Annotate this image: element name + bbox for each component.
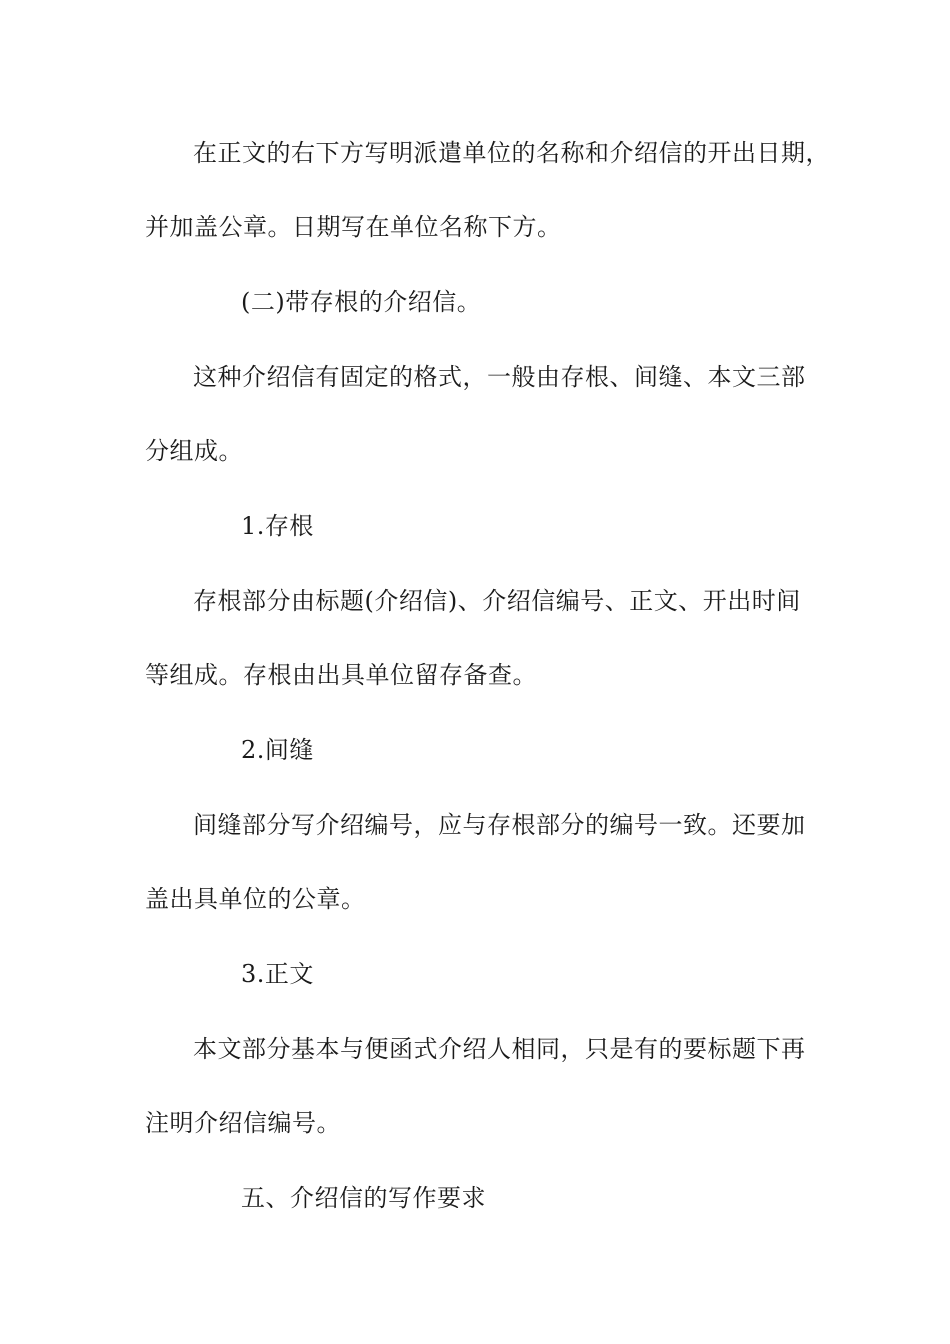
subsection-heading: 1.存根 (241, 512, 314, 540)
paragraph-line: 分组成。 (145, 437, 243, 465)
paragraph-line: 存根部分由标题(介绍信)、介绍信编号、正文、开出时间 (193, 587, 801, 615)
paragraph-line: 并加盖公章。日期写在单位名称下方。 (145, 213, 562, 241)
subsection-heading: 2.间缝 (241, 736, 314, 764)
section-heading: 五、介绍信的写作要求 (241, 1184, 486, 1212)
paragraph-line: 等组成。存根由出具单位留存备查。 (145, 661, 537, 689)
paragraph-line: 这种介绍信有固定的格式，一般由存根、间缝、本文三部 (193, 363, 806, 391)
paragraph-line: 盖出具单位的公章。 (145, 885, 366, 913)
paragraph-line: 注明介绍信编号。 (145, 1109, 341, 1137)
paragraph-line: 本文部分基本与便函式介绍人相同，只是有的要标题下再 (193, 1035, 806, 1063)
paragraph-line: 在正文的右下方写明派遣单位的名称和介绍信的开出日期， (193, 139, 830, 167)
section-heading: (二)带存根的介绍信。 (241, 288, 482, 316)
paragraph-line: 间缝部分写介绍编号，应与存根部分的编号一致。还要加 (193, 811, 806, 839)
subsection-heading: 3.正文 (241, 960, 314, 988)
